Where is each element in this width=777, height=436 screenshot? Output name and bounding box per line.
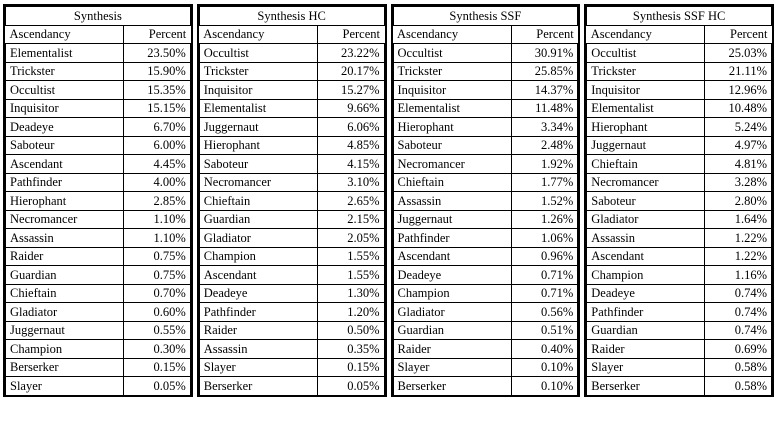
table-row: [6, 284, 191, 303]
ascendancy-name: Elementalist: [6, 44, 124, 63]
ascendancy-name: Slayer: [393, 358, 511, 377]
ascendancy-percent: 0.05%: [317, 377, 384, 395]
ascendancy-percent: 0.71%: [511, 284, 578, 303]
ascendancy-name: Inquisitor: [393, 81, 511, 100]
column-header-ascendancy: Ascendancy: [199, 25, 317, 44]
ascendancy-name: Hierophant: [6, 192, 124, 211]
ascendancy-percent: 1.64%: [705, 210, 772, 229]
ascendancy-name: Trickster: [393, 62, 511, 81]
table-row: [199, 155, 384, 174]
ascendancy-percent: 15.35%: [124, 81, 191, 100]
ascendancy-name: Pathfinder: [393, 229, 511, 248]
ascendancy-name: Juggernaut: [393, 210, 511, 229]
ascendancy-name: Inquisitor: [199, 81, 317, 100]
table-header-row: [587, 25, 772, 44]
table-row: [393, 229, 578, 248]
table-row: [6, 340, 191, 359]
ascendancy-percent: 1.22%: [705, 229, 772, 248]
table-row: [587, 247, 772, 266]
table-row: [587, 266, 772, 285]
table-row: [199, 229, 384, 248]
ascendancy-name: Assassin: [393, 192, 511, 211]
ascendancy-name: Raider: [6, 247, 124, 266]
table-row: [587, 155, 772, 174]
ascendancy-percent: 1.92%: [511, 155, 578, 174]
table-row: [587, 340, 772, 359]
table-row: [6, 81, 191, 100]
table-row: [199, 321, 384, 340]
ascendancy-name: Trickster: [6, 62, 124, 81]
ascendancy-name: Ascendant: [587, 247, 705, 266]
table-row: [393, 340, 578, 359]
table-title-row: [199, 7, 384, 26]
table-row: [6, 266, 191, 285]
ascendancy-name: Champion: [6, 340, 124, 359]
ascendancy-name: Occultist: [587, 44, 705, 63]
table-header-row: [393, 25, 578, 44]
table-row: [587, 229, 772, 248]
ascendancy-percent: 1.10%: [124, 229, 191, 248]
table-row: [199, 99, 384, 118]
ascendancy-name: Guardian: [6, 266, 124, 285]
ascendancy-percent: 15.15%: [124, 99, 191, 118]
table-row: [6, 155, 191, 174]
ascendancy-percent: 0.74%: [705, 321, 772, 340]
table-row: [199, 284, 384, 303]
ascendancy-percent: 25.85%: [511, 62, 578, 81]
ascendancy-name: Occultist: [6, 81, 124, 100]
table-row: [6, 118, 191, 137]
ascendancy-percent: 0.30%: [124, 340, 191, 359]
table-row: [199, 44, 384, 63]
table-row: [393, 266, 578, 285]
ascendancy-name: Assassin: [6, 229, 124, 248]
ascendancy-percent: 4.00%: [124, 173, 191, 192]
ascendancy-percent: 0.10%: [511, 377, 578, 395]
ascendancy-percent: 1.26%: [511, 210, 578, 229]
ascendancy-percent: 0.10%: [511, 358, 578, 377]
ascendancy-percent: 3.34%: [511, 118, 578, 137]
ascendancy-percent: 1.10%: [124, 210, 191, 229]
ascendancy-name: Trickster: [199, 62, 317, 81]
ascendancy-percent: 0.56%: [511, 303, 578, 322]
table-row: [393, 99, 578, 118]
ascendancy-percent: 4.81%: [705, 155, 772, 174]
ascendancy-name: Pathfinder: [587, 303, 705, 322]
ascendancy-percent: 4.15%: [317, 155, 384, 174]
ascendancy-name: Hierophant: [393, 118, 511, 137]
ascendancy-percent: 0.74%: [705, 284, 772, 303]
ascendancy-name: Guardian: [393, 321, 511, 340]
ascendancy-name: Saboteur: [6, 136, 124, 155]
table-row: [587, 44, 772, 63]
ascendancy-percent: 1.16%: [705, 266, 772, 285]
column-header-ascendancy: Ascendancy: [6, 25, 124, 44]
ascendancy-name: Assassin: [587, 229, 705, 248]
ascendancy-name: Raider: [393, 340, 511, 359]
ascendancy-percent: 6.06%: [317, 118, 384, 137]
ascendancy-name: Pathfinder: [6, 173, 124, 192]
ascendancy-name: Gladiator: [587, 210, 705, 229]
table-title: Synthesis SSF: [393, 7, 578, 26]
table-row: [587, 173, 772, 192]
ascendancy-name: Guardian: [199, 210, 317, 229]
table-row: [6, 229, 191, 248]
ascendancy-name: Ascendant: [393, 247, 511, 266]
ascendancy-name: Deadeye: [587, 284, 705, 303]
column-header-percent: Percent: [317, 25, 384, 44]
data-table: [199, 6, 385, 395]
ascendancy-percent: 0.40%: [511, 340, 578, 359]
ascendancy-name: Guardian: [587, 321, 705, 340]
ascendancy-percent: 23.50%: [124, 44, 191, 63]
column-header-ascendancy: Ascendancy: [587, 25, 705, 44]
ascendancy-percent: 3.10%: [317, 173, 384, 192]
column-header-percent: Percent: [705, 25, 772, 44]
table-row: [199, 118, 384, 137]
ascendancy-percent: 0.96%: [511, 247, 578, 266]
table-row: [393, 321, 578, 340]
ascendancy-percent: 30.91%: [511, 44, 578, 63]
ascendancy-percent: 0.70%: [124, 284, 191, 303]
table-block: [3, 4, 193, 397]
table-row: [393, 173, 578, 192]
table-row: [393, 210, 578, 229]
table-row: [393, 155, 578, 174]
table-row: [6, 210, 191, 229]
ascendancy-percent: 4.85%: [317, 136, 384, 155]
table-row: [393, 136, 578, 155]
table-row: [393, 284, 578, 303]
ascendancy-percent: 1.55%: [317, 247, 384, 266]
table-title-row: [587, 7, 772, 26]
ascendancy-percent: 2.85%: [124, 192, 191, 211]
ascendancy-name: Raider: [199, 321, 317, 340]
ascendancy-name: Deadeye: [199, 284, 317, 303]
ascendancy-percent: 11.48%: [511, 99, 578, 118]
table-row: [393, 247, 578, 266]
ascendancy-name: Inquisitor: [587, 81, 705, 100]
data-table: [586, 6, 772, 395]
ascendancy-percent: 4.97%: [705, 136, 772, 155]
ascendancy-name: Hierophant: [199, 136, 317, 155]
ascendancy-name: Deadeye: [393, 266, 511, 285]
table-row: [6, 62, 191, 81]
ascendancy-percent: 14.37%: [511, 81, 578, 100]
ascendancy-percent: 2.15%: [317, 210, 384, 229]
table-row: [587, 303, 772, 322]
ascendancy-name: Juggernaut: [199, 118, 317, 137]
ascendancy-percent: 0.05%: [124, 377, 191, 395]
ascendancy-percent: 0.58%: [705, 358, 772, 377]
ascendancy-name: Chieftain: [199, 192, 317, 211]
table-row: [199, 192, 384, 211]
ascendancy-percent: 15.27%: [317, 81, 384, 100]
table-row: [587, 136, 772, 155]
data-table: [5, 6, 191, 395]
ascendancy-percent: 2.05%: [317, 229, 384, 248]
ascendancy-percent: 6.70%: [124, 118, 191, 137]
table-block: [584, 4, 774, 397]
ascendancy-percent: 10.48%: [705, 99, 772, 118]
ascendancy-name: Occultist: [393, 44, 511, 63]
table-row: [6, 44, 191, 63]
ascendancy-name: Chieftain: [6, 284, 124, 303]
ascendancy-name: Gladiator: [199, 229, 317, 248]
ascendancy-percent: 9.66%: [317, 99, 384, 118]
table-row: [587, 210, 772, 229]
ascendancy-name: Necromancer: [6, 210, 124, 229]
ascendancy-name: Saboteur: [199, 155, 317, 174]
ascendancy-percent: 25.03%: [705, 44, 772, 63]
ascendancy-name: Chieftain: [393, 173, 511, 192]
table-row: [199, 62, 384, 81]
ascendancy-name: Raider: [587, 340, 705, 359]
table-row: [199, 173, 384, 192]
ascendancy-percent: 0.58%: [705, 377, 772, 395]
ascendancy-name: Elementalist: [393, 99, 511, 118]
table-row: [587, 321, 772, 340]
ascendancy-name: Inquisitor: [6, 99, 124, 118]
table-row: [199, 247, 384, 266]
ascendancy-name: Juggernaut: [587, 136, 705, 155]
table-row: [199, 358, 384, 377]
ascendancy-name: Gladiator: [393, 303, 511, 322]
table-row: [6, 377, 191, 395]
table-row: [393, 377, 578, 395]
ascendancy-percent: 2.80%: [705, 192, 772, 211]
ascendancy-percent: 0.75%: [124, 266, 191, 285]
ascendancy-percent: 1.22%: [705, 247, 772, 266]
ascendancy-name: Berserker: [393, 377, 511, 395]
table-row: [199, 377, 384, 395]
ascendancy-name: Chieftain: [587, 155, 705, 174]
table-row: [393, 44, 578, 63]
table-row: [199, 136, 384, 155]
ascendancy-percent: 0.35%: [317, 340, 384, 359]
table-title: Synthesis: [6, 7, 191, 26]
table-row: [199, 340, 384, 359]
ascendancy-percent: 0.50%: [317, 321, 384, 340]
table-title-row: [393, 7, 578, 26]
ascendancy-name: Deadeye: [6, 118, 124, 137]
ascendancy-percent: 1.30%: [317, 284, 384, 303]
table-block: [197, 4, 387, 397]
ascendancy-name: Berserker: [587, 377, 705, 395]
ascendancy-name: Elementalist: [199, 99, 317, 118]
table-row: [587, 284, 772, 303]
table-row: [587, 81, 772, 100]
table-row: [6, 358, 191, 377]
table-row: [199, 210, 384, 229]
table-row: [6, 136, 191, 155]
ascendancy-name: Berserker: [199, 377, 317, 395]
table-row: [393, 192, 578, 211]
ascendancy-name: Ascendant: [199, 266, 317, 285]
ascendancy-percent: 23.22%: [317, 44, 384, 63]
table-row: [587, 99, 772, 118]
table-title-row: [6, 7, 191, 26]
ascendancy-name: Slayer: [199, 358, 317, 377]
table-row: [6, 173, 191, 192]
ascendancy-percent: 1.06%: [511, 229, 578, 248]
table-header-row: [6, 25, 191, 44]
ascendancy-percent: 3.28%: [705, 173, 772, 192]
ascendancy-name: Berserker: [6, 358, 124, 377]
table-header-row: [199, 25, 384, 44]
ascendancy-percent: 20.17%: [317, 62, 384, 81]
ascendancy-percent: 15.90%: [124, 62, 191, 81]
table-row: [6, 321, 191, 340]
ascendancy-name: Pathfinder: [199, 303, 317, 322]
ascendancy-name: Trickster: [587, 62, 705, 81]
table-row: [6, 99, 191, 118]
ascendancy-percent: 1.52%: [511, 192, 578, 211]
table-row: [393, 358, 578, 377]
ascendancy-percent: 0.74%: [705, 303, 772, 322]
ascendancy-name: Champion: [587, 266, 705, 285]
ascendancy-percent: 0.55%: [124, 321, 191, 340]
table-row: [587, 118, 772, 137]
table-title: Synthesis HC: [199, 7, 384, 26]
ascendancy-name: Necromancer: [199, 173, 317, 192]
ascendancy-percent: 1.77%: [511, 173, 578, 192]
ascendancy-name: Occultist: [199, 44, 317, 63]
ascendancy-percent: 1.55%: [317, 266, 384, 285]
ascendancy-name: Saboteur: [587, 192, 705, 211]
table-row: [393, 118, 578, 137]
column-header-ascendancy: Ascendancy: [393, 25, 511, 44]
table-block: [391, 4, 581, 397]
table-row: [393, 303, 578, 322]
ascendancy-percent: 0.75%: [124, 247, 191, 266]
ascendancy-percent: 1.20%: [317, 303, 384, 322]
ascendancy-percent: 0.69%: [705, 340, 772, 359]
ascendancy-name: Slayer: [6, 377, 124, 395]
table-row: [587, 192, 772, 211]
ascendancy-percent: 21.11%: [705, 62, 772, 81]
ascendancy-name: Necromancer: [587, 173, 705, 192]
ascendancy-percent: 5.24%: [705, 118, 772, 137]
ascendancy-name: Necromancer: [393, 155, 511, 174]
table-row: [587, 377, 772, 395]
ascendancy-percent: 4.45%: [124, 155, 191, 174]
ascendancy-percent: 2.65%: [317, 192, 384, 211]
ascendancy-name: Saboteur: [393, 136, 511, 155]
ascendancy-percent: 0.15%: [317, 358, 384, 377]
table-row: [199, 303, 384, 322]
ascendancy-name: Hierophant: [587, 118, 705, 137]
ascendancy-percent: 0.60%: [124, 303, 191, 322]
data-table: [393, 6, 579, 395]
ascendancy-percent: 12.96%: [705, 81, 772, 100]
ascendancy-name: Ascendant: [6, 155, 124, 174]
ascendancy-name: Champion: [199, 247, 317, 266]
table-row: [393, 81, 578, 100]
ascendancy-percent: 0.51%: [511, 321, 578, 340]
table-title: Synthesis SSF HC: [587, 7, 772, 26]
table-row: [393, 62, 578, 81]
ascendancy-percent: 6.00%: [124, 136, 191, 155]
ascendancy-percent: 0.15%: [124, 358, 191, 377]
column-header-percent: Percent: [124, 25, 191, 44]
table-row: [199, 81, 384, 100]
table-row: [199, 266, 384, 285]
ascendancy-name: Slayer: [587, 358, 705, 377]
ascendancy-name: Gladiator: [6, 303, 124, 322]
ascendancy-name: Juggernaut: [6, 321, 124, 340]
table-row: [6, 192, 191, 211]
table-row: [6, 303, 191, 322]
column-header-percent: Percent: [511, 25, 578, 44]
table-row: [6, 247, 191, 266]
ascendancy-percent: 2.48%: [511, 136, 578, 155]
ascendancy-name: Elementalist: [587, 99, 705, 118]
ascendancy-name: Assassin: [199, 340, 317, 359]
table-row: [587, 358, 772, 377]
table-row: [587, 62, 772, 81]
ascendancy-name: Champion: [393, 284, 511, 303]
ascendancy-percent: 0.71%: [511, 266, 578, 285]
